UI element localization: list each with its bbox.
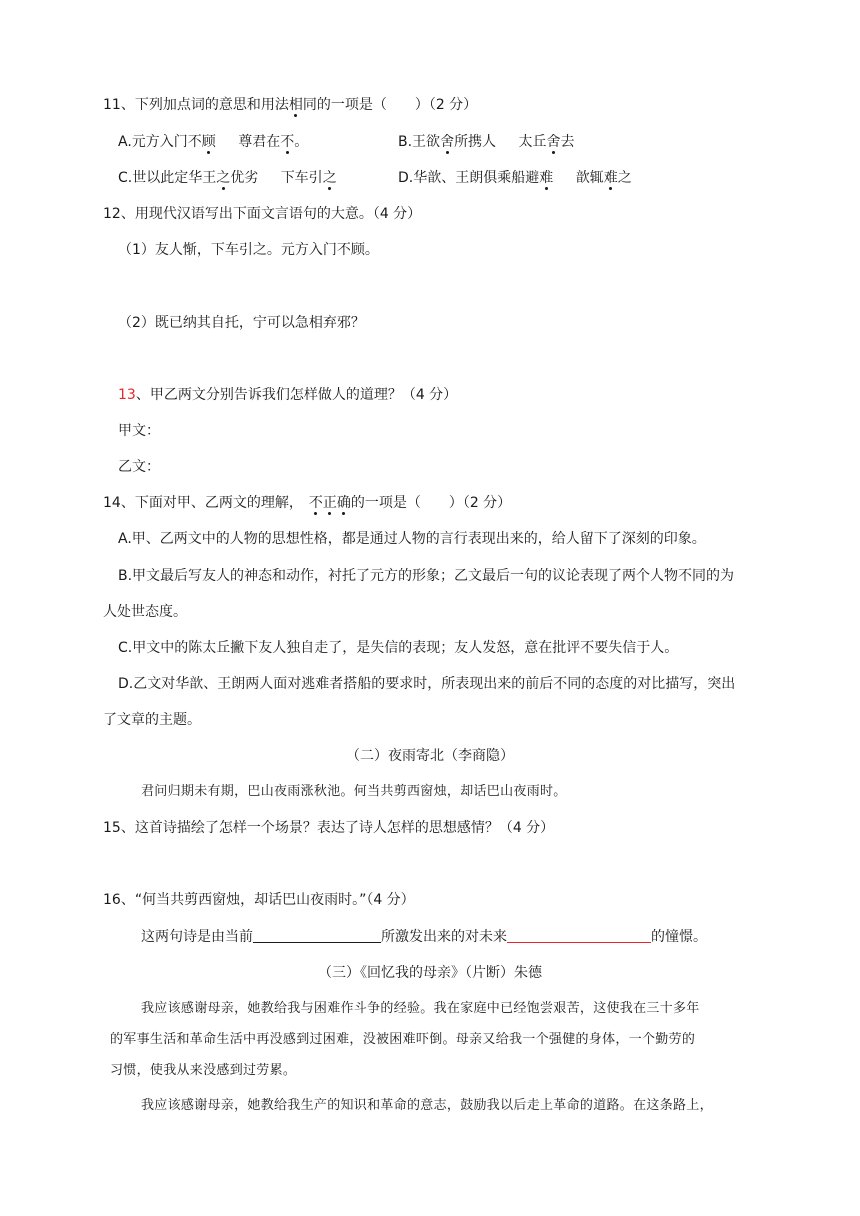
q16-fill-text-1: 这两句诗是由当前 <box>141 929 253 945</box>
option-b-text-3: 太丘 <box>518 134 547 150</box>
option-d-text: D.华歆、王朗俱乘船避 <box>398 170 540 186</box>
q13-answer-label-yi: 乙文： <box>118 459 160 475</box>
q12-item-2: （2）既已纳其自托，宁可以急相弃邪？ <box>118 315 365 331</box>
q11-stem <box>103 95 477 115</box>
q11-stem-text: 11、下列加点词的意思和用法 <box>103 97 289 113</box>
poem-title: （二）夜雨寄北（李商隐） <box>346 748 514 764</box>
q11-option-a <box>118 132 308 152</box>
q14-option-a: A.甲、乙两文中的人物的思想性格，都是通过人物的言行表现出来的，给人留下了深刻的印象。 <box>118 531 706 547</box>
q13-stem-text: 、甲乙两文分别告诉我们怎样做人的道理？（4 分） <box>135 387 458 403</box>
q14-stem <box>103 493 511 513</box>
q14-dotted-word-3: 确 <box>336 495 351 511</box>
q14-dotted-word-1: 不 <box>308 495 323 511</box>
q16-fill-text-3: 的憧憬。 <box>651 929 707 945</box>
option-b-text: B.王欲 <box>398 134 441 150</box>
q16-answer-blank-2[interactable] <box>507 928 651 943</box>
poem-text: 君问归期未有期，巴山夜雨涨秋池。何当共剪西窗烛，却话巴山夜雨时。 <box>141 784 567 799</box>
option-c-text-2: 优劣 <box>230 170 259 186</box>
passage-p1-line2: 的军事生活和革命生活中再没感到过困难，没被困难吓倒。母亲又给我一个强健的身体，一个勤劳的 <box>110 1032 696 1047</box>
passage-title: （三）《回忆我的母亲》（片断）朱德 <box>318 965 542 981</box>
q13-number: 13 <box>118 387 136 403</box>
option-c-text-3: 下车引 <box>280 170 323 186</box>
q16-answer-blank-1[interactable] <box>253 928 381 943</box>
q14-stem-text-end: 的一项是（ ）（2 分） <box>350 495 512 511</box>
option-a-text: A.元方入门不 <box>118 134 202 150</box>
q12-stem: 12、用现代汉语写出下面文言语句的大意。（4 分） <box>103 206 422 222</box>
q14-option-b-line1: B.甲文最后写友人的神态和动作，衬托了元方的形象；乙文最后一句的议论表现了两个人物不同的为 <box>118 568 735 584</box>
option-c-dotted-word-1: 之 <box>216 170 231 186</box>
q11-option-d <box>398 168 632 188</box>
q11-option-c <box>118 168 337 188</box>
option-d-dotted-word-1: 难 <box>539 170 554 186</box>
q16-fill-sentence <box>141 927 707 947</box>
q11-stem-text-end: 同的一项是（ ）（2 分） <box>302 97 478 113</box>
option-d-text-end: 之 <box>617 170 632 186</box>
option-a-dotted-word-2: 不 <box>280 134 295 150</box>
option-a-text-end: 。 <box>294 134 309 150</box>
q11-option-b <box>398 132 575 152</box>
q12-item-1: （1）友人惭，下车引之。元方入门不顾。 <box>118 242 379 258</box>
q14-stem-text: 14、下面对甲、乙两文的理解， <box>103 495 303 511</box>
option-a-dotted-word-1: 顾 <box>201 134 216 150</box>
passage-p1-line3: 习惯，使我从来没感到过劳累。 <box>110 1063 297 1078</box>
option-c-dotted-word-2: 之 <box>322 170 337 186</box>
q14-option-d-line1: D.乙文对华歆、王朗两人面对逃难者搭船的要求时，所表现出来的前后不同的态度的对比描写，突出 <box>118 676 736 692</box>
option-b-dotted-word-2: 舍 <box>546 134 561 150</box>
q13-stem <box>118 385 457 405</box>
option-d-dotted-word-2: 难 <box>603 170 618 186</box>
q11-stem-dotted-word: 相 <box>288 97 303 113</box>
option-c-text: C.世以此定华王 <box>118 170 217 186</box>
option-b-dotted-word-1: 舍 <box>440 134 455 150</box>
option-a-text-2: 尊君在 <box>238 134 281 150</box>
q13-answer-label-jia: 甲文： <box>118 423 160 439</box>
q14-option-d-line2: 了文章的主题。 <box>103 712 201 728</box>
q16-stem: 16、“何当共剪西窗烛，却话巴山夜雨时。”（4 分） <box>103 892 415 908</box>
option-d-text-2: 歆辄 <box>575 170 604 186</box>
q14-option-c: C.甲文中的陈太丘撇下友人独自走了，是失信的表现；友人发怒，意在批评不要失信于人。 <box>118 640 679 656</box>
passage-p2-line1: 我应该感谢母亲，她教给我生产的知识和革命的意志，鼓励我以后走上革命的道路。在这条路上， <box>141 1098 713 1113</box>
q16-fill-text-2: 所激发出来的对未来 <box>381 929 507 945</box>
option-b-text-end: 去 <box>560 134 575 150</box>
q15-stem: 15、这首诗描绘了怎样一个场景？表达了诗人怎样的思想感情？（4 分） <box>103 820 555 836</box>
option-b-text-2: 所携人 <box>454 134 497 150</box>
q14-dotted-word-2: 正 <box>322 495 337 511</box>
passage-p1-line1: 我应该感谢母亲，她教给我与困难作斗争的经验。我在家庭中已经饱尝艰苦，这使我在三十多年 <box>141 1001 700 1016</box>
q14-option-b-line2: 人处世态度。 <box>103 604 187 620</box>
